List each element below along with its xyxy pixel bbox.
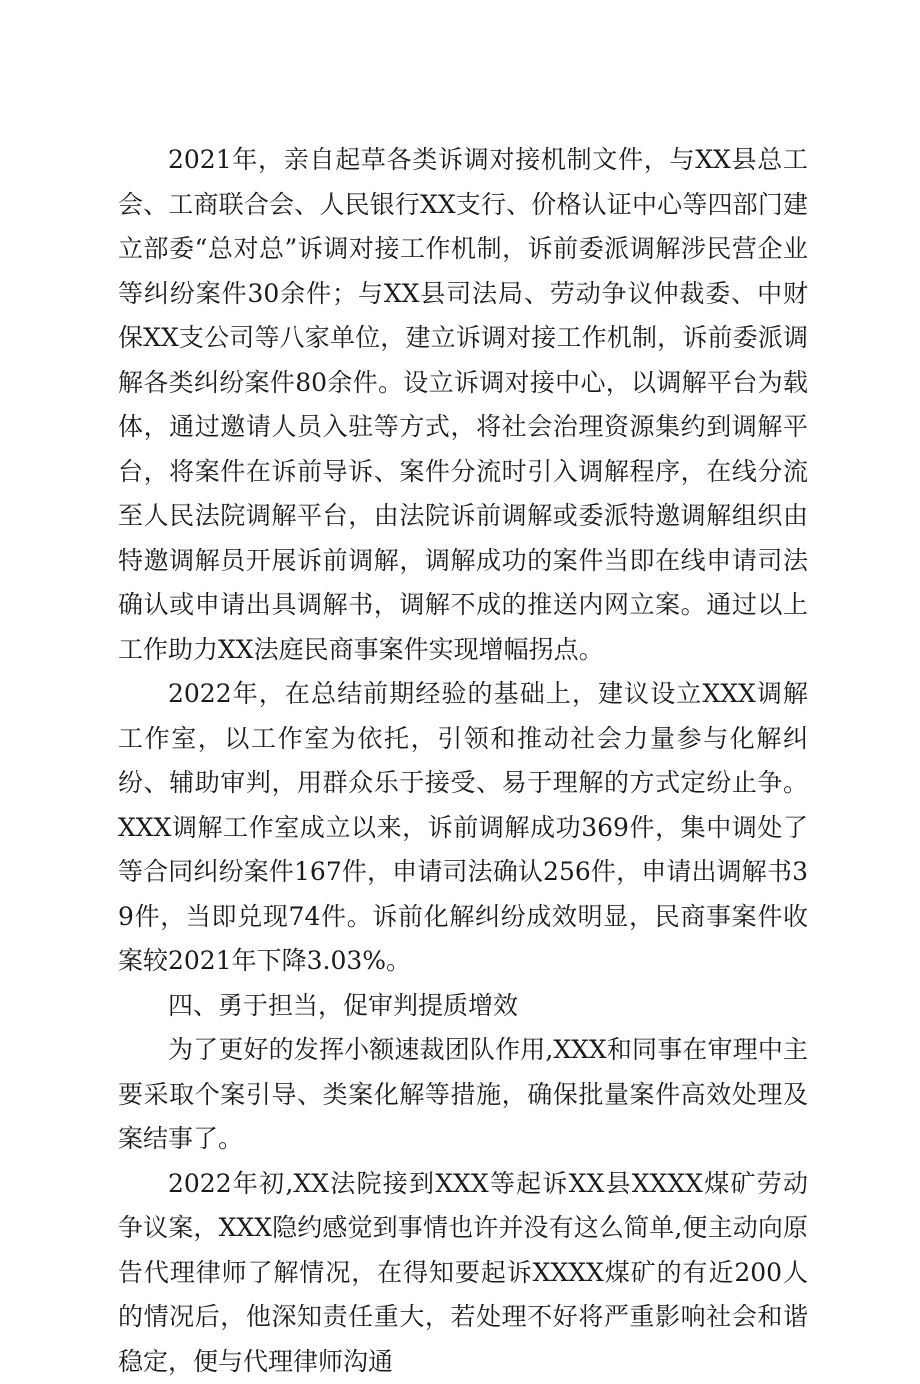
paragraph-2022-mediation-studio: 2022年，在总结前期经验的基础上，建议设立XXX调解工作室，以工作室为依托，引领和推动社会力量参与化解纠纷、辅助审判，用群众乐于接受、易于理解的方式定纷止争。XXX调解工作室成立以来，诉前调解成功369件，集中调处了等合同纠纷案件167件，申请司法确认256件，申请出调解书39件，当即兑现74件。诉前化解纠纷成效明显，民商事案件收案较2021年下降3.03%。 [118,672,808,984]
document-body [118,138,808,1384]
paragraph-2022-labor-dispute-case: 2022年初,XX法院接到XXX等起诉XX县XXXX煤矿劳动争议案，XXX隐约感觉到事情也许并没有这么简单,便主动向原告代理律师了解情况，在得知要起诉XXXX煤矿的有近200人的情况后，他深知责任重大，若处理不好将严重影响社会和谐稳定，便与代理律师沟通 [118,1162,808,1384]
paragraph-2021-mediation-mechanism: 2021年，亲自起草各类诉调对接机制文件，与XX县总工会、工商联合会、人民银行XX支行、价格认证中心等四部门建立部委“总对总”诉调对接工作机制，诉前委派调解涉民营企业等纠纷案件30余件；与XX县司法局、劳动争议仲裁委、中财保XX支公司等八家单位，建立诉调对接工作机制，诉前委派调解各类纠纷案件80余件。设立诉调对接中心，以调解平台为载体，通过邀请人员入驻等方式，将社会治理资源集约到调解平台，将案件在诉前导诉、案件分流时引入调解程序，在线分流至人民法院调解平台，由法院诉前调解或委派特邀调解组织由特邀调解员开展诉前调解，调解成功的案件当即在线申请司法确认或申请出具调解书，调解不成的推送内网立案。通过以上工作助力XX法庭民商事案件实现增幅拐点。 [118,138,808,672]
section-heading: 四、勇于担当，促审判提质增效 [118,984,808,1029]
paragraph-small-claims-team: 为了更好的发挥小额速裁团队作用,XXX和同事在审理中主要采取个案引导、类案化解等措施，确保批量案件高效处理及案结事了。 [118,1028,808,1162]
